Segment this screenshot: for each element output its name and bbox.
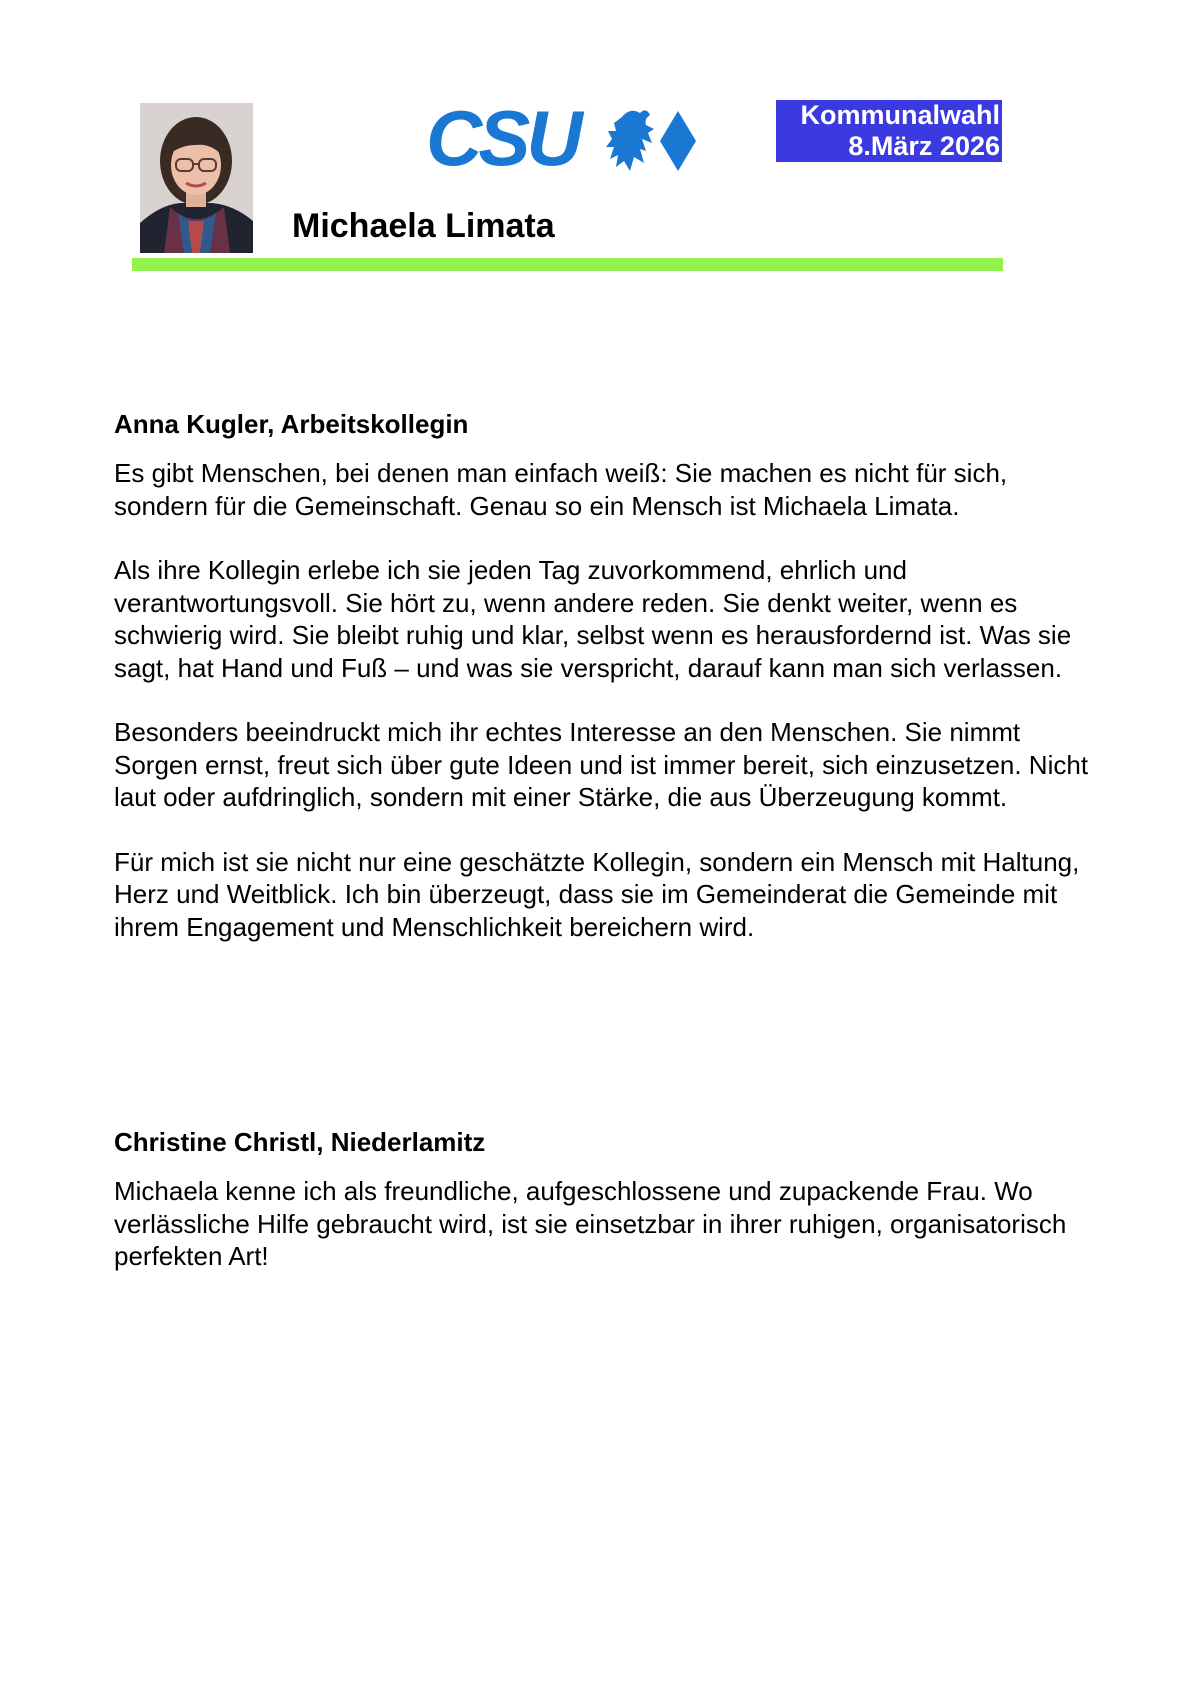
testimonial-author: Anna Kugler, Arbeitskollegin <box>114 409 469 439</box>
testimonial-paragraph: Es gibt Menschen, bei denen man einfach weiß: Sie machen es nicht für sich, sondern für die Gemeinschaft. Genau so ein Mensch ist Michaela Limata. <box>114 458 1008 521</box>
badge-line-title: Kommunalwahl <box>800 100 1000 130</box>
testimonial-christine-christl <box>114 1125 1104 1305</box>
logo-text: CSU <box>426 103 579 175</box>
testimonial-author: Christine Christl, Niederlamitz <box>114 1127 486 1157</box>
csu-logo <box>426 103 708 175</box>
testimonial-paragraph: Besonders beeindruckt mich ihr echtes Interesse an den Menschen. Sie nimmt Sorgen ernst, freut sich über gute Ideen und ist immer bereit, sich einzusetzen. Nicht laut oder aufdringlich, sondern mit einer Stärke, die aus Überzeugung kommt. <box>114 717 1089 812</box>
election-date-badge <box>776 100 1002 162</box>
header-divider <box>132 258 1003 271</box>
testimonial-paragraph: Als ihre Kollegin erlebe ich sie jeden Tag zuvorkommend, ehrlich und verantwortungsvoll. Sie hört zu, wenn andere reden. Sie denkt weiter, wenn es schwierig wird. Sie bleibt ruhig und klar, selbst wenn es herausfordernd ist. Was sie sagt, hat Hand und Fuß – und was sie verspricht, darauf kann man sich verlassen. <box>114 555 1072 683</box>
testimonial-anna-kugler <box>114 407 1104 975</box>
lion-icon <box>606 110 654 171</box>
candidate-name: Michaela Limata <box>292 207 555 245</box>
testimonial-paragraph: Für mich ist sie nicht nur eine geschätzte Kollegin, sondern ein Mensch mit Haltung, Herz und Weitblick. Ich bin überzeugt, dass sie im Gemeinderat die Gemeinde mit ihrem Engagement und Menschlichkeit bereichern wird. <box>114 846 1080 942</box>
candidate-photo <box>140 103 253 253</box>
badge-line-date: 8.März 2026 <box>848 131 1000 161</box>
diamond-icon <box>660 111 696 171</box>
testimonial-paragraph: Michaela kenne ich als freundliche, aufgeschlossene und zupackende Frau. Wo verlässliche Hilfe gebraucht wird, ist sie einsetzbar in ihrer ruhigen, organisatorisch perfekten Art! <box>114 1176 1067 1271</box>
